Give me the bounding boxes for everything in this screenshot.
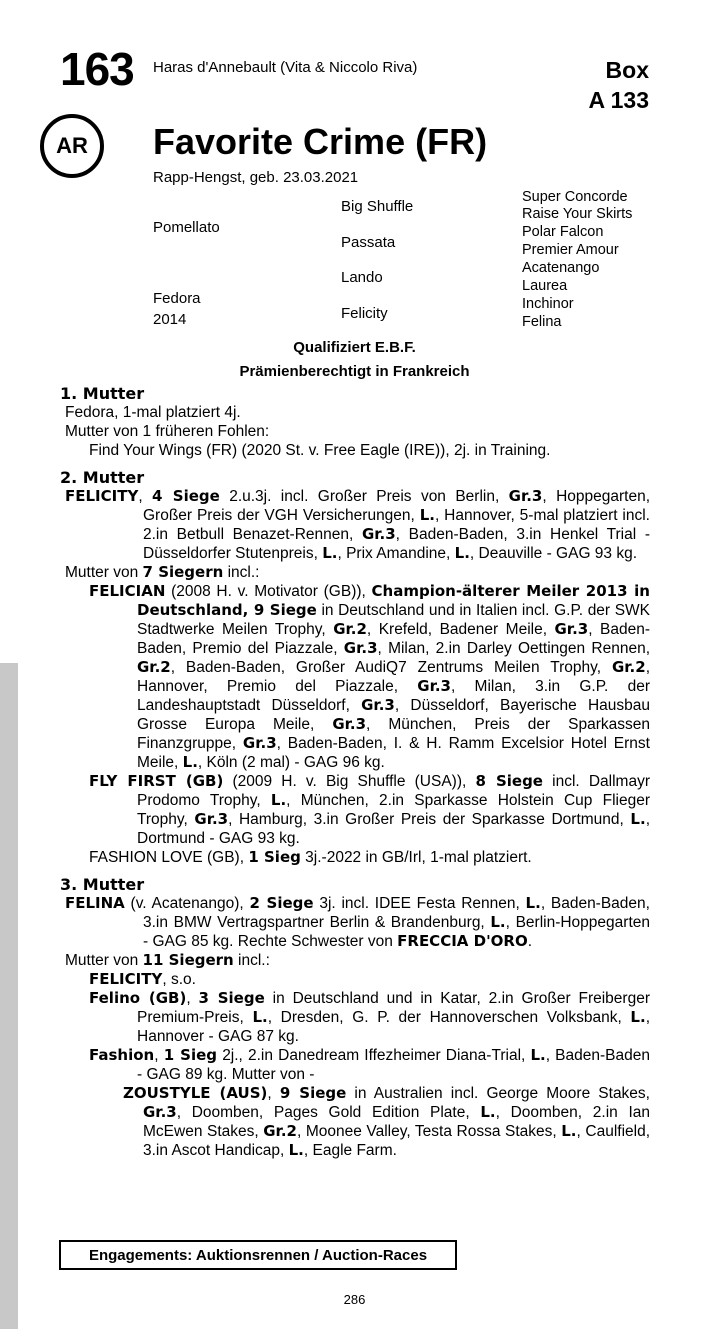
box-label: Box: [605, 57, 649, 83]
qualification-france: Prämienberechtigt in Frankreich: [239, 363, 470, 380]
dam-line-section: [60, 384, 650, 1160]
first-dam-record: Fedora, 1-mal platziert 4j.: [65, 404, 241, 421]
pedigree-dam: Fedora: [153, 290, 201, 307]
third-dam-record: FELINA (v. Acatenango), 2 Siege 3j. incl. IDEE Festa Rennen, L., Baden-Baden, 3.in BMW Vertragspartner Berlin & Brandenburg, L., Berlin-Hoppegarten - GAG 85 kg. Rechte Schwester von FRECCIA D'ORO.: [65, 894, 650, 950]
pedigree-great-grandparent: Inchinor: [522, 296, 574, 312]
breeder: Haras d'Annebault (Vita & Niccolo Riva): [153, 59, 418, 76]
pedigree-grandparent: Lando: [341, 269, 383, 286]
offspring-fashion-love: FASHION LOVE (GB), 1 Sieg 3j.-2022 in GB/Irl, 1-mal platziert.: [89, 848, 532, 866]
section-title-first-dam: 1. Mutter: [60, 384, 145, 403]
first-dam-offspring-count: Mutter von 1 früheren Fohlen:: [65, 423, 270, 440]
pedigree-dam-year: 2014: [153, 311, 187, 328]
offspring-felicity-ref: FELICITY, s.o.: [89, 970, 196, 988]
grand-offspring-zoustyle: ZOUSTYLE (AUS), 9 Siege in Australien incl. George Moore Stakes, Gr.3, Doomben, Pages Gold Edition Plate, L., Doomben, 2.in Ian McEwen Stakes, Gr.2, Moonee Valley, Testa Rossa Stakes, L., Caulfield, 3.in Ascot Handicap, L., Eagle Farm.: [123, 1084, 650, 1159]
offspring-fly-first: FLY FIRST (GB) (2009 H. v. Big Shuffle (USA)), 8 Siege incl. Dallmayr Prodomo Trophy, L., München, 2.in Sparkasse Holstein Cup Flieger Trophy, Gr.3, Hamburg, 3.in Großer Preis der Sparkasse Dortmund, L., Dortmund - GAG 93 kg.: [89, 772, 650, 847]
offspring-felino: Felino (GB), 3 Siege in Deutschland und in Katar, 2.in Großer Freiberger Premium-Preis, L., Dresden, G. P. der Hannoverschen Volksbank, L., Hannover - GAG 87 kg.: [89, 989, 650, 1045]
lot-number: 163: [60, 43, 134, 95]
pedigree-great-grandparent: Laurea: [522, 278, 568, 294]
horse-name: Favorite Crime (FR): [153, 121, 488, 162]
pedigree-great-grandparent: Premier Amour: [522, 242, 619, 258]
page-number: 286: [343, 1292, 366, 1307]
section-title-third-dam: 3. Mutter: [60, 875, 145, 894]
ar-badge: AR: [40, 114, 104, 178]
page-edge-strip: [0, 663, 18, 1329]
second-dam-offspring-count: Mutter von 7 Siegern incl.:: [65, 563, 260, 581]
qualification-ebf: Qualifiziert E.B.F.: [293, 339, 416, 356]
pedigree-great-grandparent: Raise Your Skirts: [522, 206, 633, 222]
engagements-box: Engagements: Auktionsrennen / Auction-Races: [59, 1240, 457, 1270]
pedigree-great-grandparent: Super Concorde: [522, 189, 628, 205]
box-number: A 133: [588, 87, 649, 113]
second-dam-record: FELICITY, 4 Siege 2.u.3j. incl. Großer Preis von Berlin, Gr.3, Hoppegarten, Großer Preis der VGH Versicherungen, L., Hannover, 5-mal platziert incl. 2.in Betbull Benazet-Rennen, Gr.3, Baden-Baden, 3.in Henkel Trial - Düsseldorfer Stutenpreis, L., Prix Amandine, L., Deauville - GAG 93 kg.: [65, 487, 651, 562]
offspring-fashion: Fashion, 1 Sieg 2j., 2.in Danedream Iffezheimer Diana-Trial, L., Baden-Baden - GAG 89 kg. Mutter von -: [89, 1046, 650, 1083]
third-dam-offspring-count: Mutter von 11 Siegern incl.:: [65, 951, 270, 969]
pedigree-grandparent: Felicity: [341, 305, 388, 322]
box-info: [588, 55, 649, 115]
section-title-second-dam: 2. Mutter: [60, 468, 145, 487]
pedigree-great-grandparent: Felina: [522, 314, 562, 330]
offspring-felician: FELICIAN (2008 H. v. Motivator (GB)), Champion-älterer Meiler 2013 in Deutschland, 9 Siege in Deutschland und in Italien incl. G.P. der SWK Stadtwerke Meilen Trophy, Gr.2, Krefeld, Badener Meile, Gr.3, Baden-Baden, Premio del Piazzale, Gr.3, Milan, 2.in Darley Oettingen Rennen, Gr.2, Baden-Baden, Großer AudiQ7 Zentrums Meilen Trophy, Gr.2, Hannover, Premio del Piazzale, Gr.3, Milan, 3.in G.P. der Landeshauptstadt Düsseldorf, Gr.3, Düsseldorf, Bayerische Hausbau Grosse Europa Meile, Gr.3, München, Preis der Sparkassen Finanzgruppe, Gr.3, Baden-Baden, I. & H. Ramm Excelsior Hotel Ernst Meile, L., Köln (2 mal) - GAG 96 kg.: [89, 582, 651, 771]
pedigree-sire: Pomellato: [153, 219, 220, 236]
pedigree-great-grandparent: Acatenango: [522, 260, 600, 276]
first-dam-foal: Find Your Wings (FR) (2020 St. v. Free Eagle (IRE)), 2j. in Training.: [89, 442, 551, 459]
pedigree-grandparent: Passata: [341, 234, 396, 251]
pedigree-grandparent: Big Shuffle: [341, 198, 414, 215]
horse-description: Rapp-Hengst, geb. 23.03.2021: [153, 169, 359, 186]
pedigree-great-grandparent: Polar Falcon: [522, 224, 604, 240]
